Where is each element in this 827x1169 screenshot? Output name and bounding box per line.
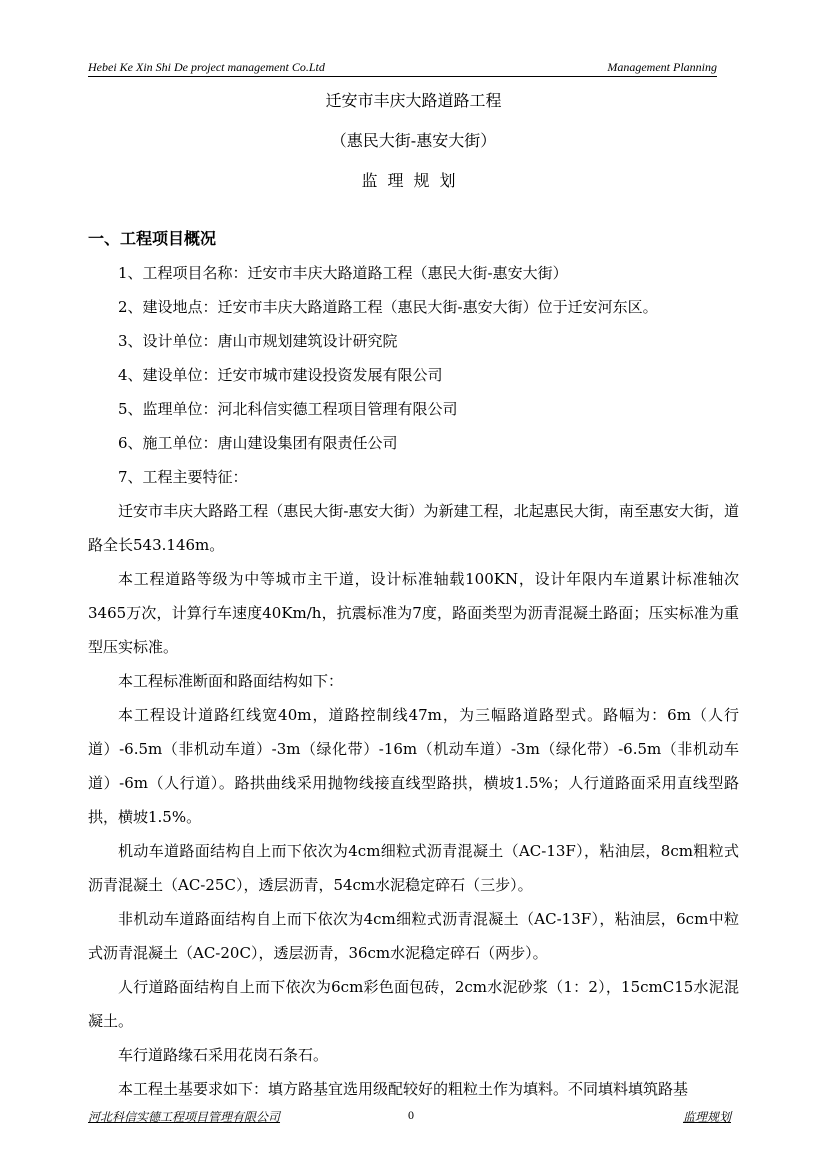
paragraph: 车行道路缘石采用花岗石条石。 bbox=[118, 1046, 329, 1064]
footer-doc-type: 监理规划 bbox=[682, 1110, 731, 1124]
paragraph: 机动车道路面结构自上而下依次为4cm细粒式沥青混凝土（AC-13F），粘油层，8cm粗粒式沥青混凝土（AC-25C），透层沥青，54cm水泥稳定碎石（三步）。 bbox=[88, 842, 739, 894]
page-number: 0 bbox=[408, 1108, 414, 1122]
document-title: 监理规划 bbox=[361, 171, 466, 190]
list-item: 7、工程主要特征： bbox=[118, 468, 248, 486]
list-item: 2、建设地点：迁安市丰庆大路道路工程（惠民大街-惠安大街）位于迁安河东区。 bbox=[118, 298, 658, 316]
footer-company: 河北科信实德工程项目管理有限公司 bbox=[88, 1110, 281, 1124]
project-title: 迁安市丰庆大路道路工程 bbox=[325, 91, 502, 110]
paragraph: 迁安市丰庆大路路工程（惠民大街-惠安大街）为新建工程，北起惠民大街，南至惠安大街，道路全长543.146m。 bbox=[88, 502, 739, 554]
paragraph: 本工程道路等级为中等城市主干道，设计标准轴载100KN，设计年限内车道累计标准轴次3465万次，计算行车速度40Km/h，抗震标准为7度，路面类型为沥青混凝土路面；压实标准为重型压实标准。 bbox=[88, 570, 739, 656]
document-body bbox=[88, 222, 739, 1106]
header-doc-type: Management Planning bbox=[607, 60, 717, 74]
paragraph: 本工程土基要求如下：填方路基宜选用级配较好的粗粒土作为填料。不同填料填筑路基 bbox=[118, 1080, 689, 1098]
list-item: 5、监理单位：河北科信实德工程项目管理有限公司 bbox=[118, 400, 458, 418]
list-item: 4、建设单位：迁安市城市建设投资发展有限公司 bbox=[118, 366, 443, 384]
list-item: 1、工程项目名称：迁安市丰庆大路道路工程（惠民大街-惠安大街） bbox=[118, 264, 568, 282]
page-footer bbox=[88, 1108, 739, 1124]
page-header bbox=[88, 60, 717, 77]
list-item: 3、设计单位：唐山市规划建筑设计研究院 bbox=[118, 332, 398, 350]
section-heading: 一、工程项目概况 bbox=[88, 229, 217, 248]
paragraph: 非机动车道路面结构自上而下依次为4cm细粒式沥青混凝土（AC-13F），粘油层，6cm中粒式沥青混凝土（AC-20C），透层沥青，36cm水泥稳定碎石（两步）。 bbox=[88, 910, 739, 962]
list-item: 6、施工单位：唐山建设集团有限责任公司 bbox=[118, 434, 398, 452]
project-subtitle: （惠民大街-惠安大街） bbox=[330, 131, 497, 150]
paragraph: 人行道路面结构自上而下依次为6cm彩色面包砖，2cm水泥砂浆（1：2），15cmC15水泥混凝土。 bbox=[88, 978, 739, 1030]
paragraph: 本工程设计道路红线宽40m，道路控制线47m，为三幅路道路型式。路幅为：6m（人行道）-6.5m（非机动车道）-3m（绿化带）-16m（机动车道）-3m（绿化带）-6.5m（非机动车道）-6m（人行道）。路拱曲线采用抛物线接直线型路拱，横坡1.5%；人行道路面采用直线型路拱，横坡1.5%。 bbox=[88, 706, 739, 826]
header-company: Hebei Ke Xin Shi De project management Co.Ltd bbox=[88, 60, 325, 74]
paragraph: 本工程标准断面和路面结构如下： bbox=[118, 672, 344, 690]
title-block bbox=[88, 88, 739, 208]
